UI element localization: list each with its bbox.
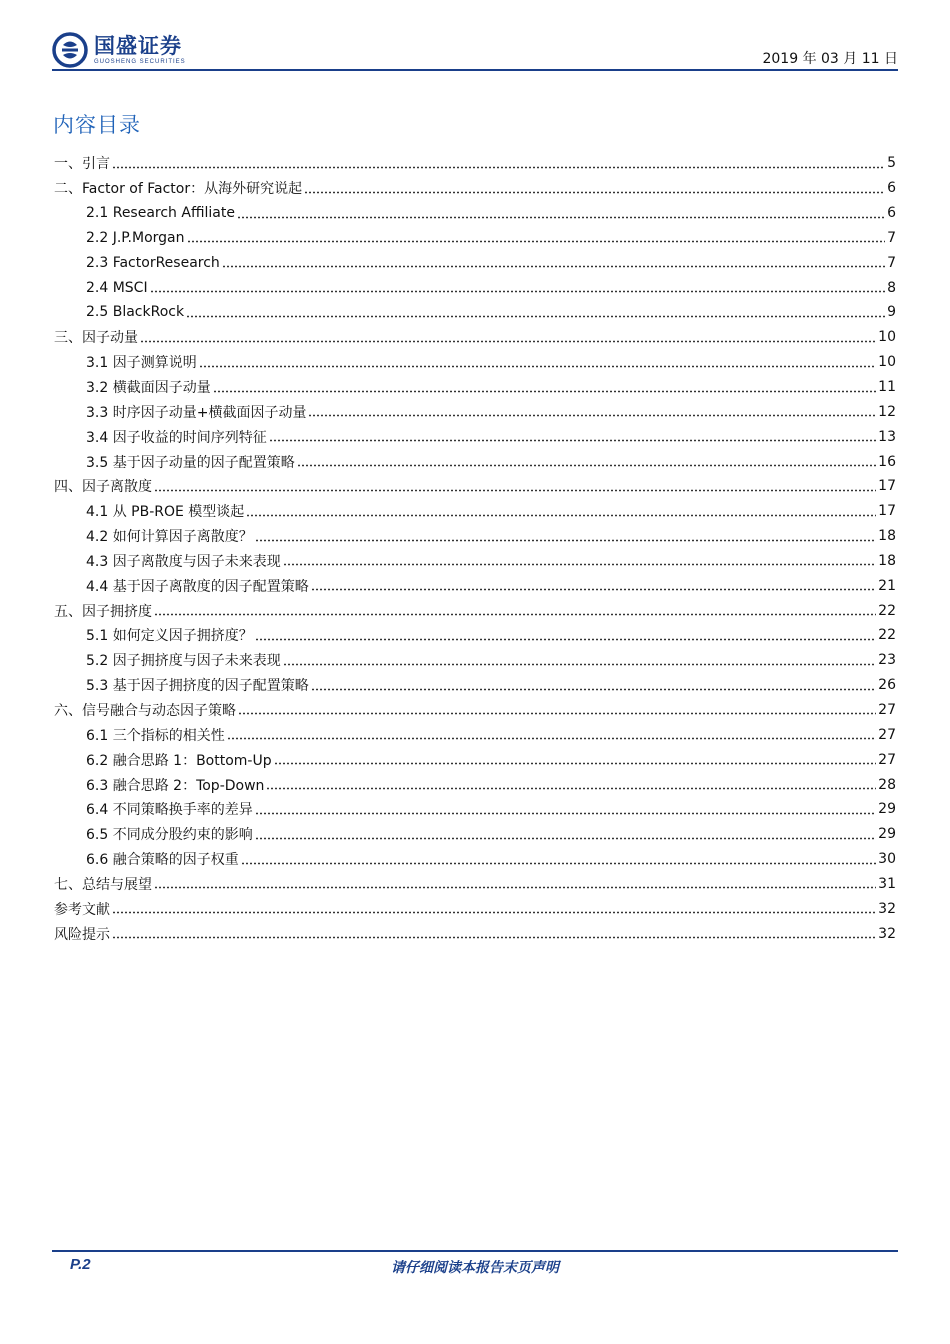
toc-dot-leader [227,737,876,740]
toc-entry[interactable] [54,399,896,424]
toc-entry[interactable] [54,499,896,524]
toc-entry-page: 18 [878,528,896,545]
toc-entry[interactable] [54,722,896,747]
toc-entry[interactable] [54,201,896,226]
toc-entry-label: 5.1 如何定义因子拥挤度？ [86,628,253,645]
toc-entry-label: 3.1 因子测算说明 [86,355,197,372]
toc-entry-page: 30 [878,851,896,868]
toc-entry[interactable] [54,250,896,275]
toc-entry-label: 六、信号融合与动态因子策略 [54,702,236,719]
toc-entry-page: 18 [878,552,896,569]
toc-dot-leader [154,489,876,492]
toc-entry[interactable] [54,573,896,598]
toc-entry-label: 3.4 因子收益的时间序列特征 [86,429,267,446]
toc-entry-label: 6.5 不同成分股约束的影响 [86,827,253,844]
toc-entry[interactable] [54,325,896,350]
table-of-contents [54,151,896,946]
toc-dot-leader [222,265,885,268]
toc-entry[interactable] [54,375,896,400]
footer-disclaimer: 请仔细阅读本报告末页声明 [391,1260,559,1276]
toc-entry[interactable] [54,822,896,847]
toc-entry-label: 风险提示 [54,926,110,943]
toc-entry-page: 21 [878,577,896,594]
toc-entry-label: 3.3 时序因子动量+横截面因子动量 [86,404,307,421]
toc-entry-label: 6.3 融合思路 2：Top-Down [86,777,265,794]
toc-entry-page: 31 [878,875,896,892]
toc-entry[interactable] [54,871,896,896]
toc-entry[interactable] [54,549,896,574]
toc-entry-label: 5.3 基于因子拥挤度的因子配置策略 [86,678,309,695]
toc-dot-leader [237,216,885,219]
page-header [52,28,898,72]
toc-entry-page: 17 [878,503,896,520]
toc-dot-leader [246,514,876,517]
toc-entry-page: 27 [878,726,896,743]
toc-dot-leader [269,439,876,442]
toc-dot-leader [255,638,876,641]
toc-entry-page: 23 [878,652,896,669]
toc-entry-label: 6.1 三个指标的相关性 [86,727,225,744]
toc-dot-leader [199,365,876,368]
toc-entry-label: 七、总结与展望 [54,876,152,893]
toc-dot-leader [255,539,876,542]
toc-title: 内容目录 [53,113,141,137]
toc-dot-leader [283,663,876,666]
toc-entry[interactable] [54,648,896,673]
toc-entry-label: 4.4 基于因子离散度的因子配置策略 [86,578,309,595]
toc-entry-page: 7 [887,254,896,271]
report-date: 2019 年 03 月 11 日 [762,51,898,67]
toc-entry-page: 22 [878,602,896,619]
toc-entry-label: 4.2 如何计算因子离散度？ [86,529,253,546]
toc-dot-leader [150,290,885,293]
toc-dot-leader [283,563,876,566]
toc-entry-page: 28 [878,776,896,793]
toc-dot-leader [238,712,876,715]
toc-entry-label: 三、因子动量 [54,330,138,347]
toc-entry[interactable] [54,424,896,449]
toc-entry-label: 4.3 因子离散度与因子未来表现 [86,553,281,570]
toc-entry[interactable] [54,350,896,375]
toc-entry-label: 2.3 FactorResearch [86,254,220,271]
toc-dot-leader [311,688,876,691]
toc-dot-leader [112,936,876,939]
toc-entry[interactable] [54,300,896,325]
toc-entry-label: 3.2 横截面因子动量 [86,380,211,397]
toc-entry-page: 32 [878,925,896,942]
logo-english-name: GUOSHENG SECURITIES [94,59,186,65]
company-logo [52,32,186,68]
toc-entry-page: 16 [878,453,896,470]
toc-entry[interactable] [54,275,896,300]
toc-entry-page: 9 [887,304,896,321]
toc-entry[interactable] [54,797,896,822]
toc-dot-leader [274,762,877,765]
toc-entry-label: 一、引言 [54,156,110,173]
toc-dot-leader [154,613,876,616]
toc-entry-page: 7 [887,229,896,246]
guosheng-logo-icon [52,32,88,68]
toc-entry-page: 17 [878,478,896,495]
toc-entry-page: 5 [887,155,896,172]
toc-entry[interactable] [54,474,896,499]
toc-entry-label: 3.5 基于因子动量的因子配置策略 [86,454,295,471]
toc-entry-page: 29 [878,801,896,818]
toc-dot-leader [213,390,876,393]
toc-dot-leader [308,414,876,417]
toc-entry-page: 29 [878,826,896,843]
toc-entry-label: 6.6 融合策略的因子权重 [86,852,239,869]
toc-dot-leader [187,240,886,243]
toc-entry[interactable] [54,698,896,723]
toc-entry-page: 27 [878,701,896,718]
toc-dot-leader [255,812,876,815]
toc-entry[interactable] [54,151,896,176]
toc-entry-page: 11 [878,379,896,396]
toc-entry-label: 6.2 融合思路 1：Bottom-Up [86,752,272,769]
toc-entry-label: 五、因子拥挤度 [54,603,152,620]
toc-entry-page: 12 [878,403,896,420]
toc-entry-page: 10 [878,354,896,371]
toc-entry[interactable] [54,896,896,921]
toc-entry-page: 10 [878,329,896,346]
toc-dot-leader [304,191,885,194]
toc-entry-page: 32 [878,900,896,917]
toc-entry-label: 参考文献 [54,901,110,918]
toc-dot-leader [241,862,876,865]
toc-entry[interactable] [54,226,896,251]
toc-dot-leader [311,588,876,591]
toc-entry[interactable] [54,673,896,698]
toc-entry[interactable] [54,598,896,623]
toc-entry[interactable] [54,921,896,946]
toc-entry-label: 6.4 不同策略换手率的差异 [86,802,253,819]
toc-dot-leader [140,340,876,343]
toc-entry-page: 27 [878,751,896,768]
toc-entry[interactable] [54,623,896,648]
toc-dot-leader [112,911,876,914]
toc-entry-label: 4.1 从 PB-ROE 模型谈起 [86,504,245,521]
toc-dot-leader [255,837,876,840]
toc-entry[interactable] [54,524,896,549]
toc-entry-label: 2.1 Research Affiliate [86,205,235,222]
toc-entry-page: 13 [878,428,896,445]
toc-entry-label: 四、因子离散度 [54,479,152,496]
logo-chinese-name: 国盛证券 [94,33,182,58]
toc-entry[interactable] [54,847,896,872]
toc-entry-label: 2.4 MSCI [86,279,148,296]
footer-page-number: P.2 [70,1256,91,1273]
toc-entry[interactable] [54,449,896,474]
toc-dot-leader [186,315,885,318]
toc-dot-leader [266,787,876,790]
header-divider [52,69,898,71]
footer-divider [52,1250,898,1252]
toc-entry-page: 6 [887,205,896,222]
toc-dot-leader [154,886,876,889]
toc-entry-page: 22 [878,627,896,644]
toc-entry-label: 二、Factor of Factor：从海外研究说起 [54,181,303,198]
toc-entry-label: 5.2 因子拥挤度与因子未来表现 [86,653,281,670]
toc-entry-label: 2.5 BlackRock [86,304,185,321]
toc-dot-leader [297,464,876,467]
toc-entry[interactable] [54,747,896,772]
toc-entry-label: 2.2 J.P.Morgan [86,229,185,246]
toc-dot-leader [112,166,885,169]
toc-entry[interactable] [54,176,896,201]
toc-entry-page: 8 [887,279,896,296]
toc-entry-page: 6 [887,180,896,197]
toc-entry[interactable] [54,772,896,797]
toc-entry-page: 26 [878,677,896,694]
